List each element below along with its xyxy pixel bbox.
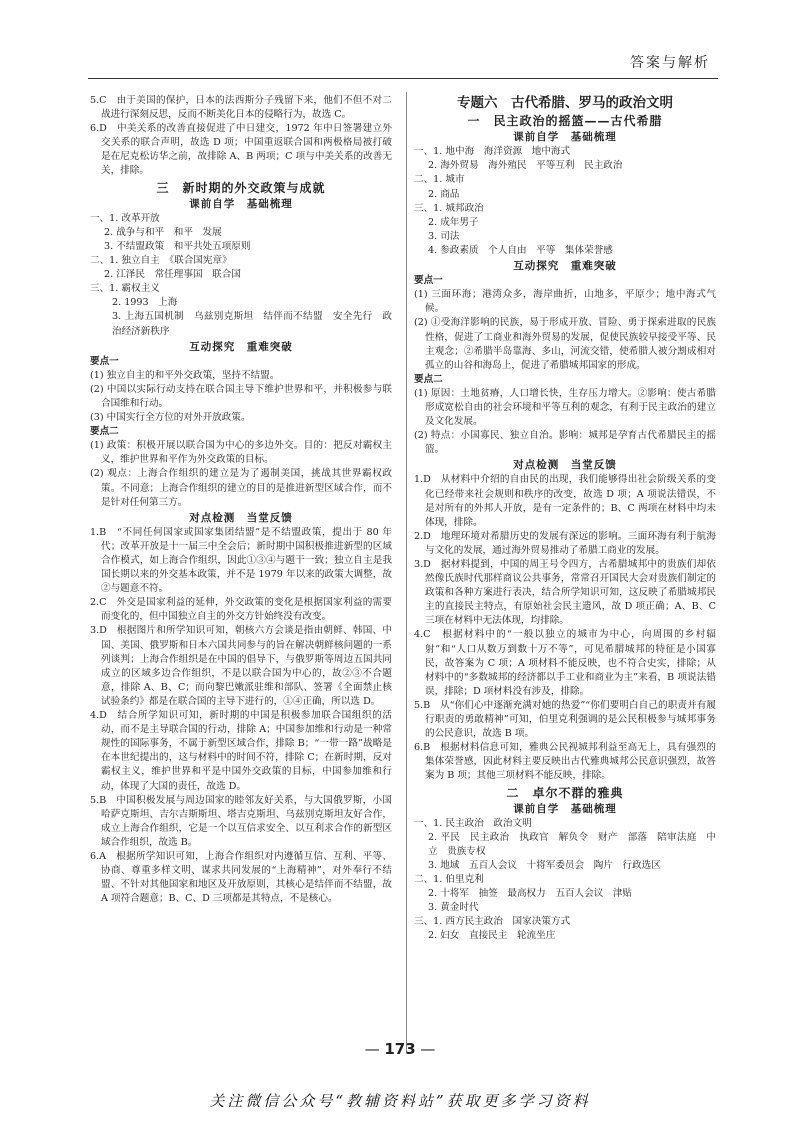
text-paragraph: 1.B “不同任何国家或国家集团结盟”是不结盟政策，提出于 80 年代；改革开放是十一届三中全会后；新时期中国积极推进新型的区域合作模式，如上海合作组织，因此①③④与题干一致；独立自主是我国长期以来的外交基本政策，并不是 1979 年以来的政策大调整，故②与题意不符。 xyxy=(90,526,392,595)
text-paragraph: 5.B 中国积极发展与周边国家的睦邻友好关系，与大国俄罗斯，小国哈萨克斯坦、吉尔吉斯斯坦、塔吉克斯坦、乌兹别克斯坦友好合作，成立上海合作组织，它是一个以互信求安全、以互利求合作的新型区域合作组织，故选 B。 xyxy=(90,794,392,848)
text-paragraph: (2) 中国以实际行动支持在联合国主导下维护世界和平，并积极参与联合国维和行动。 xyxy=(90,383,392,409)
list-item: 2. 妇女 直接民主 轮流坐庄 xyxy=(428,930,556,942)
text-paragraph: 三、1. 霸权主义 xyxy=(90,283,160,295)
list-item: 3. 司法 xyxy=(428,230,460,242)
list-item: 2. 平民 民主政治 执政官 解负令 财产 部落 陪审法庭 中立 贵族专权 xyxy=(428,831,716,857)
page-number-value: 173 xyxy=(384,1040,416,1058)
text-paragraph: 三、1. 城邦政治 xyxy=(414,202,484,214)
text-paragraph: 二、1. 独立自主 《联合国宪章》 xyxy=(90,255,232,267)
text-paragraph: 1.D 从材料中介绍的自由民的出现，我们能够得出社会阶级关系的变化已经带来社会规则和秩序的改变，故选 D 项；A 项说法错误，不是对所有的外邦人开放，是有一定条件的；B、C 两项在材料中均未体现，排除。 xyxy=(414,474,716,528)
column-divider xyxy=(406,92,407,1052)
text-paragraph: 2.C 外交是国家利益的延伸，外交政策的变化是根据国家利益的需要而变化的，但中国独立自主的外交方针始终没有改变。 xyxy=(90,597,392,623)
list-item: 2. 商品 xyxy=(428,188,460,200)
text-paragraph: 三、1. 西方民主政治 国家决策方式 xyxy=(414,916,571,928)
text-paragraph: 3.D 据材料提到，中国的周王号令四方，古希腊城邦中的贵族们却依然像氏族时代那样商议公共事务，常常召开国民大会对贵族们制定的政策和各种方案进行表决，结合所学知识可知，这反映了希腊城邦民主的直接民主特点，有原始社会民主遗风，故 D 项正确；A、B、C 三项在材料中无法体现，均排除。 xyxy=(414,559,716,627)
text-paragraph: (1) 三面环海；港湾众多，海岸曲折，山地多，平原少；地中海式气候。 xyxy=(414,289,716,315)
list-item: 3. 不结盟政策 和平共处五项原则 xyxy=(104,240,251,252)
list-item: 2. 江泽民 常任理事国 联合国 xyxy=(104,269,241,281)
text-paragraph: 一、1. 地中海 海洋资源 地中海式 xyxy=(414,146,571,158)
text-paragraph: 3.D 根据图片和所学知识可知，朝核六方会谈是指由朝鲜、韩国、中国、美国、俄罗斯和日本六国共同参与的旨在解决朝鲜核问题的一系列谈判；上海合作组织是在中国的倡导下，与俄罗斯等周边五国共同成立的区域多边合作组织，不是以联合国为中心的，故②③不合题意，排除 A、B、C；而向黎巴嫩派驻维和部队、签署《全面禁止核试验条约》都是在联合国的主导下进行的，①④正确，所以选 D。 xyxy=(90,625,392,707)
text-paragraph: 6.D 中美关系的改善直接促进了中日建交，1972 年中日签署建立外交关系的联合声明，故选 D 项；中国重返联合国和两极格局被打破是在尼克松访华之前，故排除 A、B 两项；C 项与中美关系的改善无关，排除。 xyxy=(90,123,392,177)
point-label: 要点一 xyxy=(414,275,443,287)
list-item: 2. 战争与和平 和平 发展 xyxy=(104,226,222,238)
subsection-heading: 课前自学 基础梳理 xyxy=(189,197,293,210)
subsection-heading: 对点检测 当堂反馈 xyxy=(189,511,293,524)
text-paragraph: 一、1. 民主政治 政治文明 xyxy=(414,817,532,829)
header-rule xyxy=(88,78,718,79)
point-label: 要点一 xyxy=(90,355,119,367)
subsection-heading: 课前自学 基础梳理 xyxy=(513,131,617,144)
section-heading: 三 新时期的外交政策与成就 xyxy=(156,180,326,195)
point-label: 要点二 xyxy=(414,373,443,385)
section-heading: 二 卓尔不群的雅典 xyxy=(506,785,624,800)
text-paragraph: (3) 中国实行全方位的对外开放政策。 xyxy=(90,412,251,424)
text-paragraph: (1) 政策：积极开展以联合国为中心的多边外交。目的：把反对霸权主义，维护世界和平作为外交政策的目标。 xyxy=(90,440,392,466)
subsection-heading: 互动探究 重难突破 xyxy=(189,340,293,353)
chapter-heading: 专题六 古代希腊、罗马的政治文明 xyxy=(457,95,673,111)
text-paragraph: 6.B 根据材料信息可知，雅典公民视城邦利益至高无上，具有强烈的集体荣誉感，因此材料主要反映出古代雅典城邦公民意识强烈，故答案为 B 项；其他三项材料不能反映，排除。 xyxy=(414,742,716,782)
list-item: 3. 地域 五百人会议 十将军委员会 陶片 行政选区 xyxy=(428,859,661,871)
text-paragraph: 2.D 地理环境对希腊历史的发展有深远的影响。三面环海有利于航海与文化的发展，通过海外贸易推动了希腊工商业的发展。 xyxy=(414,530,716,556)
left-column xyxy=(90,94,392,906)
list-item: 4. 参政素质 个人自由 平等 集体荣誉感 xyxy=(428,244,613,256)
right-column xyxy=(414,94,716,944)
text-paragraph: 二、1. 伯里克利 xyxy=(414,874,484,886)
text-paragraph: (2) ①受海洋影响的民族，易于形成开放、冒险、勇于探索进取的民族性格，促进了工商业和海外贸易的发展，促使民族较早接受平等、民主观念；②希腊半岛靠海、多山，河流交错，使希腊人被分割成相对孤立的山谷和海岛上，促进了希腊城邦国家的形成。 xyxy=(414,317,716,371)
text-paragraph: (1) 原因：土地贫瘠，人口增长快，生存压力增大。②影响：使古希腊形成宽松自由的社会环境和平等互利的观念，有利于民主政治的建立及文化发展。 xyxy=(414,387,716,428)
text-paragraph: 一、1. 改革开放 xyxy=(90,212,160,224)
section-heading: 一 民主政治的摇篮——古代希腊 xyxy=(467,114,663,129)
list-item: 2. 1993 上海 xyxy=(112,297,178,309)
subsection-heading: 对点检测 当堂反馈 xyxy=(513,459,617,472)
point-label: 要点二 xyxy=(90,426,119,438)
list-item: 2. 成年男子 xyxy=(428,216,479,228)
footer-note: 关注微信公众号“教辅资料站”获取更多学习资料 xyxy=(209,1092,591,1110)
list-item: 3. 黄金时代 xyxy=(428,902,479,914)
text-paragraph: 5.C 由于美国的保护，日本的法西斯分子残留下来，他们不但不对二战进行深刻反思，反而不断美化日本的侵略行为，故选 C。 xyxy=(90,95,392,121)
text-paragraph: 5.B 从“你们心中逐渐充满对她的热爱”“你们要明白自己的职责并有履行职责的勇敢精神”可知，伯里克利强调的是公民积极参与城邦事务的公民意识，故选 B 项。 xyxy=(414,699,716,740)
list-item: 2. 海外贸易 海外殖民 平等互利 民主政治 xyxy=(428,160,623,172)
page-number: — 173 — xyxy=(364,1040,436,1058)
text-paragraph: 4.D 结合所学知识可知，新时期的中国是积极参加联合国组织的活动，而不是主导联合国的行动，排除 A；中国参加维和行动是一种常规性的国际事务，不属于新型区域合作，排除 B；“一带一路”战略是在本世纪提出的，这与材料中的时间不符，排除 C；在新时期，反对霸权主义，维护世界和平是中国外交政策的目标，中国参加维和行动，体现了大国的责任，故选 D。 xyxy=(90,710,392,792)
text-paragraph: (2) 特点：小国寡民、独立自治。影响：城邦是孕育古代希腊民主的摇篮。 xyxy=(414,430,716,456)
page-header-title: 答案与解析 xyxy=(630,55,710,71)
list-item: 2. 十将军 抽签 最高权力 五百人会议 津贴 xyxy=(428,888,633,900)
text-paragraph: 6.A 根据所学知识可知，上海合作组织对内遵循互信、互利、平等、协商、尊重多样文明、谋求共同发展的“上海精神”，对外奉行不结盟、不针对其他国家和地区及开放原则，其核心是结伴而不结盟，故 A 项符合题意；B、C、D 三项都是其特点，不是核心。 xyxy=(90,850,392,905)
text-paragraph: 二、1. 城市 xyxy=(414,174,465,186)
list-item: 3. 上海五国机制 乌兹别克斯坦 结伴而不结盟 安全先行 政治经济新秩序 xyxy=(112,311,392,337)
subsection-heading: 互动探究 重难突破 xyxy=(513,260,617,273)
subsection-heading: 课前自学 基础梳理 xyxy=(513,802,617,815)
text-paragraph: 4.C 根据材料中的“一般以独立的城市为中心，向周围的乡村辐射”和“人口从数万到数十万不等”，可见希腊城邦的特征是小国寡民，故答案为 C 项；A 项材料不能反映，也不符合史实，排除；从材料中的“多数城邦的经济都以手工业和商业为主”来看，B 项说法错误，排除；D 项材料没有涉及，排除。 xyxy=(414,629,716,697)
text-paragraph: (1) 独立自主的和平外交政策，坚持不结盟。 xyxy=(90,369,280,381)
text-paragraph: (2) 观点：上海合作组织的建立是为了遏制美国，挑战其世界霸权政策。不同意；上海合作组织的建立的目的是推进新型区域合作，而不是针对任何第三方。 xyxy=(90,468,392,508)
